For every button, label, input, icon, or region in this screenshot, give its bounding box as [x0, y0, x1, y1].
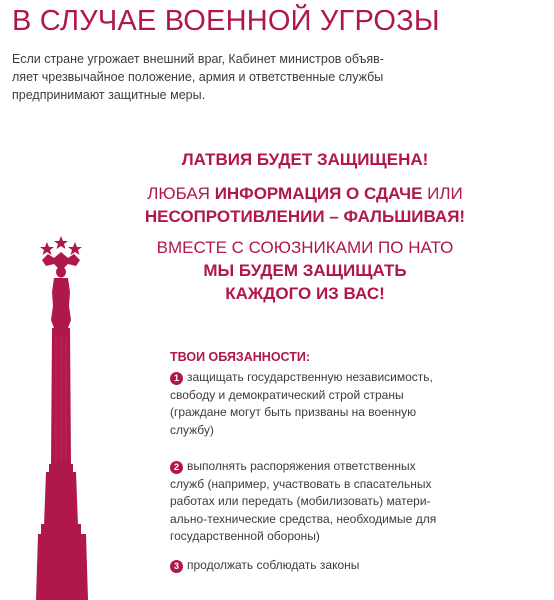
duty-item-1 [170, 369, 530, 439]
duty-text: выполнять распоряжения ответственных [187, 459, 416, 473]
slogan-latvia-protected [60, 148, 550, 171]
page-title: В СЛУЧАЕ ВОЕННОЙ УГРОЗЫ [12, 5, 440, 37]
duty-line: служб (например, участвовать в спасательных [170, 476, 432, 491]
duty-item-2 [170, 458, 530, 546]
duties-title: ТВОИ ОБЯЗАННОСТИ: [170, 350, 311, 364]
duty-text: продолжать соблюдать законы [187, 558, 360, 572]
slogan-text: ЛЮБАЯ [147, 184, 215, 203]
duty-line: службу) [170, 422, 214, 437]
duty-line: государственной обороны) [170, 529, 320, 543]
duty-line [170, 369, 530, 387]
duty-item-3 [170, 557, 530, 575]
slogan-line: ЛАТВИЯ БУДЕТ ЗАЩИЩЕНА! [181, 150, 429, 169]
slogan-emphasis-line: МЫ БУДЕМ ЗАЩИЩАТЬ [203, 261, 407, 280]
slogan-line: ВМЕСТЕ С СОЮЗНИКАМИ ПО НАТО [156, 238, 454, 257]
slogan-emphasis-line: НЕСОПРОТИВЛЕНИИ – ФАЛЬШИВАЯ! [144, 207, 466, 226]
number-badge-icon: 3 [170, 560, 183, 573]
freedom-monument-icon [34, 236, 110, 600]
duty-line [170, 458, 530, 476]
slogan-line [60, 182, 550, 205]
intro-line: Если стране угрожает внешний враг, Кабинет министров объяв- [12, 52, 384, 66]
duty-text: защищать государственную независимость, [187, 370, 433, 384]
star-icon [40, 242, 54, 255]
intro-line: ляет чрезвычайное положение, армия и ответственные службы [12, 70, 384, 84]
duty-line: свободу и демократический строй страны [170, 387, 404, 402]
star-icon [68, 242, 82, 255]
slogan-emphasis-line: КАЖДОГО ИЗ ВАС! [225, 284, 385, 303]
slogan-emphasis: ИНФОРМАЦИЯ О СДАЧЕ [214, 184, 423, 203]
slogan-text: ИЛИ [422, 184, 463, 203]
slogan-nato-allies [60, 236, 550, 305]
star-icon [54, 236, 68, 249]
number-badge-icon: 1 [170, 372, 183, 385]
slogan-fake-information [60, 182, 550, 228]
intro-paragraph [12, 50, 542, 104]
duty-line: работах или передать (мобилизовать) матери- [170, 494, 431, 508]
duty-line: (граждане могут быть призваны на военную [170, 405, 417, 419]
duty-line: ально-технические средства, необходимые для [170, 511, 437, 526]
intro-line: предпринимают защитные меры. [12, 88, 206, 102]
number-badge-icon: 2 [170, 461, 183, 474]
duty-line [170, 557, 530, 575]
